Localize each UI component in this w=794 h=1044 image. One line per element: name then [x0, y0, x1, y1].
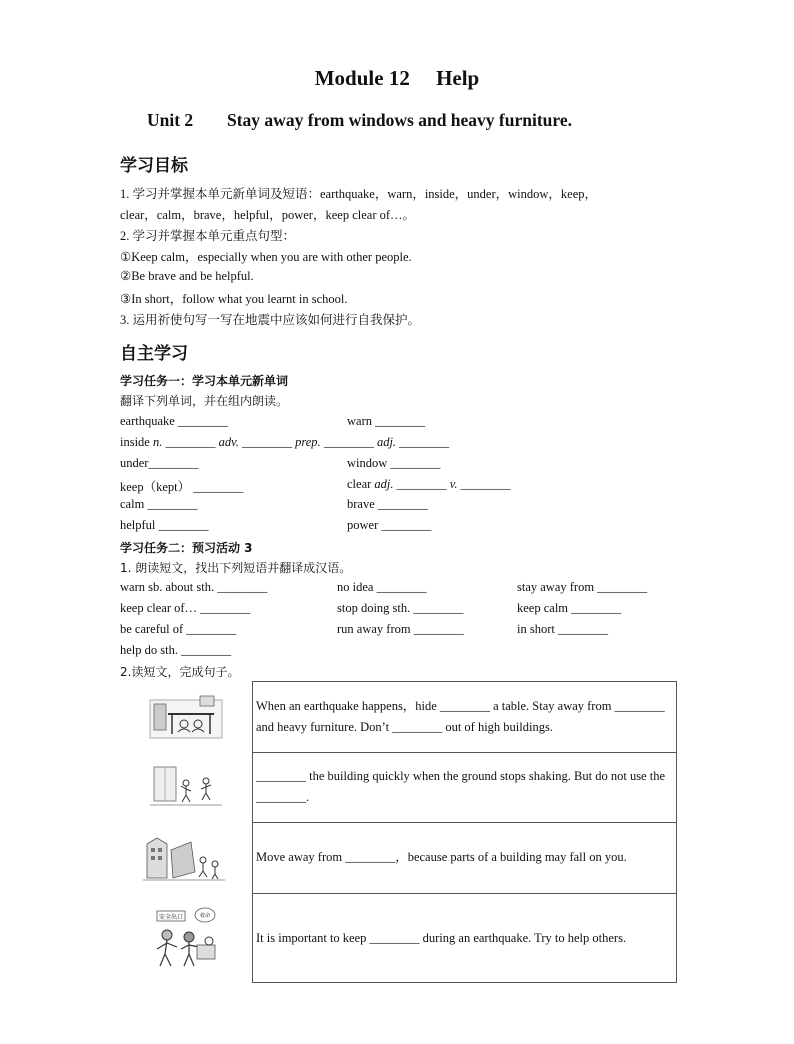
pos-adj: adj. — [376, 435, 397, 449]
pos-n: n. — [152, 435, 163, 449]
word-keep: keep（kept） ________ — [120, 480, 244, 494]
table-row — [253, 822, 676, 893]
task1-title: 学习任务一：学习本单元新单词 — [120, 374, 289, 388]
picture-keep-calm-help-others — [145, 905, 223, 971]
word-warn: warn ________ — [347, 414, 426, 428]
goal-line: ②Be brave and be helpful. — [120, 269, 254, 283]
pos-v: v. — [449, 477, 458, 491]
sentences-table — [252, 681, 677, 983]
phrase: be careful of ________ — [120, 622, 237, 636]
blank: ________ — [393, 477, 450, 491]
blank: ________ — [162, 435, 219, 449]
goal-line: ①Keep calm，especially when you are with other people. — [120, 250, 412, 264]
blank: ________ — [457, 477, 511, 491]
blank: ________ — [396, 435, 450, 449]
sentence-text: Move away from ________，because parts of a building may fall on you. — [256, 850, 627, 864]
table-row — [253, 893, 676, 983]
goal-line: 2. 学习并掌握本单元重点句型： — [120, 229, 296, 243]
phrase: stay away from ________ — [517, 580, 648, 594]
word-clear — [347, 477, 511, 492]
phrase: stop doing sth. ________ — [337, 601, 464, 615]
phrase: warn sb. about sth. ________ — [120, 580, 268, 594]
unit-title: Stay away from windows and heavy furniture. — [227, 110, 573, 130]
task2-title: 学习任务二：预习活动 3 — [120, 541, 253, 555]
phrase: help do sth. ________ — [120, 643, 232, 657]
word-calm: calm ________ — [120, 497, 198, 511]
phrase: run away from ________ — [337, 622, 464, 636]
table-row — [253, 682, 676, 752]
task2-instruction1: 1. 朗读短文，找出下列短语并翻译成汉语。 — [120, 561, 352, 575]
picture-leave-building — [150, 763, 222, 809]
word-clear-label: clear — [347, 477, 375, 491]
blank: ________ — [320, 435, 377, 449]
goal-line: ③In short，follow what you learnt in school. — [120, 292, 348, 306]
word-brave: brave ________ — [347, 497, 428, 511]
phrase: keep calm ________ — [517, 601, 622, 615]
word-under: under________ — [120, 456, 199, 470]
word-power: power ________ — [347, 518, 432, 532]
pos-adj: adj. — [374, 477, 394, 491]
pos-adv: adv. — [218, 435, 239, 449]
phrase: keep clear of… ________ — [120, 601, 251, 615]
goal-line: 1. 学习并掌握本单元新单词及短语：earthquake，warn，inside，under，window，keep， — [120, 187, 598, 201]
word-window: window ________ — [347, 456, 441, 470]
task2-instruction2: 2.读短文，完成句子。 — [120, 665, 240, 679]
sentence-text: When an earthquake happens，hide ________ a table. Stay away from ________ and heavy furniture. Don’t ________ out of high buildings. — [256, 699, 665, 734]
word-earthquake: earthquake ________ — [120, 414, 228, 428]
phrase: in short ________ — [517, 622, 608, 636]
sentence-text: It is important to keep ________ during an earthquake. Try to help others. — [256, 931, 627, 945]
goal-line: 3. 运用祈使句写一写在地震中应该如何进行自我保护。 — [120, 313, 421, 327]
picture-buildings-falling — [143, 834, 225, 882]
word-inside-label: inside — [120, 435, 153, 449]
pos-prep: prep. — [295, 435, 321, 449]
unit-label: Unit 2 — [147, 110, 194, 130]
word-helpful: helpful ________ — [120, 518, 209, 532]
goals-heading: 学习目标 — [120, 156, 188, 176]
sentence-text: ________ the building quickly when the ground stops shaking. But do not use the ________. — [256, 769, 665, 804]
task1-instruction: 翻译下列单词，并在组内朗读。 — [120, 394, 289, 408]
speech-text: 救命 — [199, 913, 211, 919]
table-row — [253, 752, 676, 822]
picture-hide-under-table — [148, 692, 224, 740]
sign-text: 安全出口 — [158, 914, 184, 921]
goal-line: clear，calm，brave，helpful，power，keep clear of…。 — [120, 208, 416, 222]
module-title: Module 12 Help — [314, 66, 480, 90]
self-study-heading: 自主学习 — [120, 344, 188, 364]
word-inside — [120, 435, 449, 450]
phrase: no idea ________ — [337, 580, 427, 594]
blank: ________ — [238, 435, 296, 449]
